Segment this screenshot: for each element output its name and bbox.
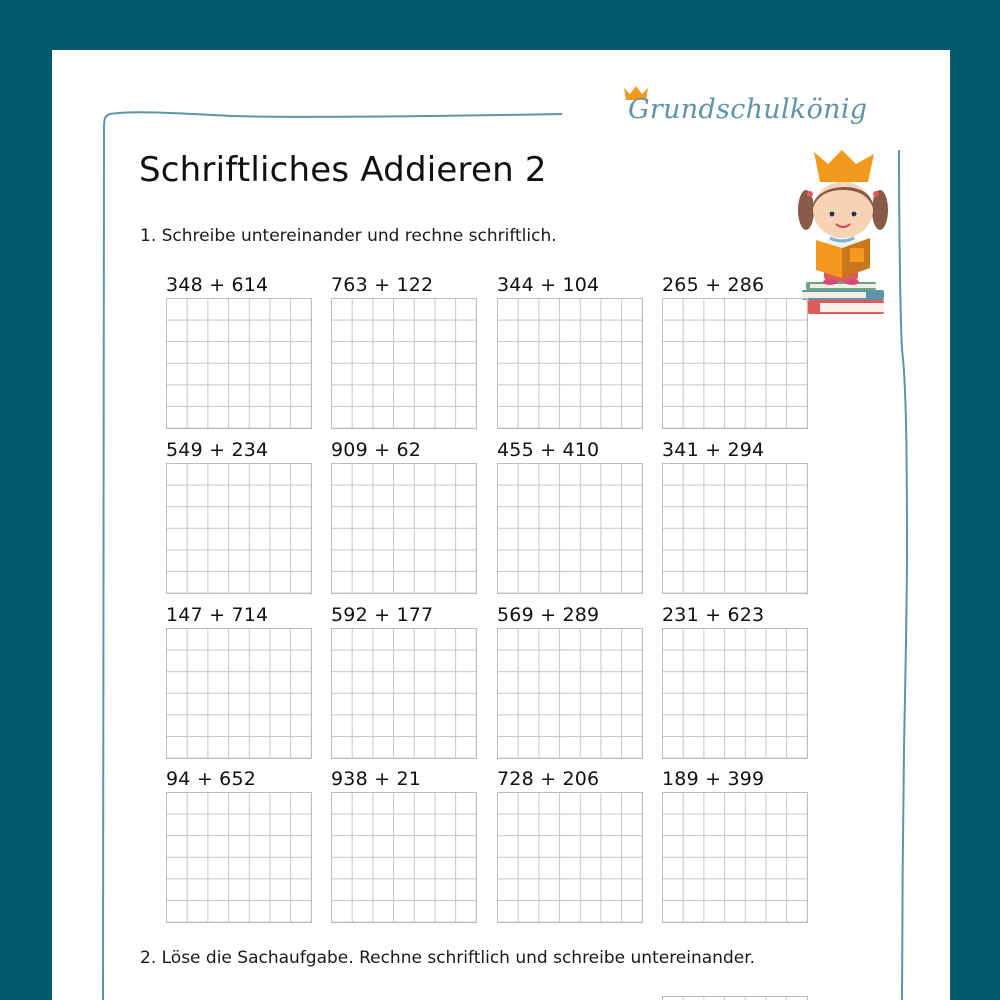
exercise-13: [166, 766, 312, 923]
exercise-label: 265 + 286: [662, 274, 765, 296]
exercise-label: 344 + 104: [497, 274, 600, 296]
exercise-label: 549 + 234: [166, 439, 269, 461]
exercise-label: 94 + 652: [166, 768, 257, 790]
page-title: Schriftliches Addieren 2: [139, 150, 547, 190]
brand-logo: Grundschulkönig: [628, 94, 868, 125]
answer-grid[interactable]: [166, 792, 312, 923]
answer-grid[interactable]: [331, 298, 477, 429]
exercise-label: 938 + 21: [331, 768, 422, 790]
answer-grid[interactable]: [331, 792, 477, 923]
exercise-label: 147 + 714: [166, 604, 269, 626]
exercise-6: [331, 437, 477, 594]
exercise-16: [662, 766, 808, 923]
answer-grid[interactable]: [662, 628, 808, 759]
answer-grid[interactable]: [497, 298, 643, 429]
exercise-1: [166, 272, 312, 429]
exercise-9: [166, 602, 312, 759]
exercise-label: 592 + 177: [331, 604, 434, 626]
exercise-10: [331, 602, 477, 759]
exercise-label: 728 + 206: [497, 768, 600, 790]
exercise-label: 348 + 614: [166, 274, 269, 296]
exercise-8: [662, 437, 808, 594]
exercise-label: 189 + 399: [662, 768, 765, 790]
exercise-5: [166, 437, 312, 594]
task-2-answer-grid[interactable]: [662, 996, 808, 1000]
task-1-instruction: 1. Schreibe untereinander und rechne schriftlich.: [140, 226, 557, 246]
exercise-label: 763 + 122: [331, 274, 434, 296]
answer-grid[interactable]: [166, 463, 312, 594]
exercise-11: [497, 602, 643, 759]
exercise-label: 231 + 623: [662, 604, 765, 626]
task-2-instruction: 2. Löse die Sachaufgabe. Rechne schriftlich und schreibe untereinander.: [140, 948, 756, 968]
exercise-15: [497, 766, 643, 923]
exercise-12: [662, 602, 808, 759]
answer-grid[interactable]: [497, 628, 643, 759]
answer-grid[interactable]: [166, 628, 312, 759]
girl-reading-illustration-icon: [794, 148, 894, 318]
exercise-4: [662, 272, 808, 429]
exercise-label: 341 + 294: [662, 439, 765, 461]
exercise-2: [331, 272, 477, 429]
exercise-14: [331, 766, 477, 923]
answer-grid[interactable]: [331, 628, 477, 759]
exercise-label: 909 + 62: [331, 439, 422, 461]
answer-grid[interactable]: [166, 298, 312, 429]
exercise-label: 455 + 410: [497, 439, 600, 461]
answer-grid[interactable]: [497, 792, 643, 923]
exercise-7: [497, 437, 643, 594]
worksheet-page: [52, 50, 950, 1000]
exercise-3: [497, 272, 643, 429]
answer-grid[interactable]: [662, 792, 808, 923]
exercise-label: 569 + 289: [497, 604, 600, 626]
answer-grid[interactable]: [662, 463, 808, 594]
answer-grid[interactable]: [662, 298, 808, 429]
answer-grid[interactable]: [331, 463, 477, 594]
answer-grid[interactable]: [497, 463, 643, 594]
